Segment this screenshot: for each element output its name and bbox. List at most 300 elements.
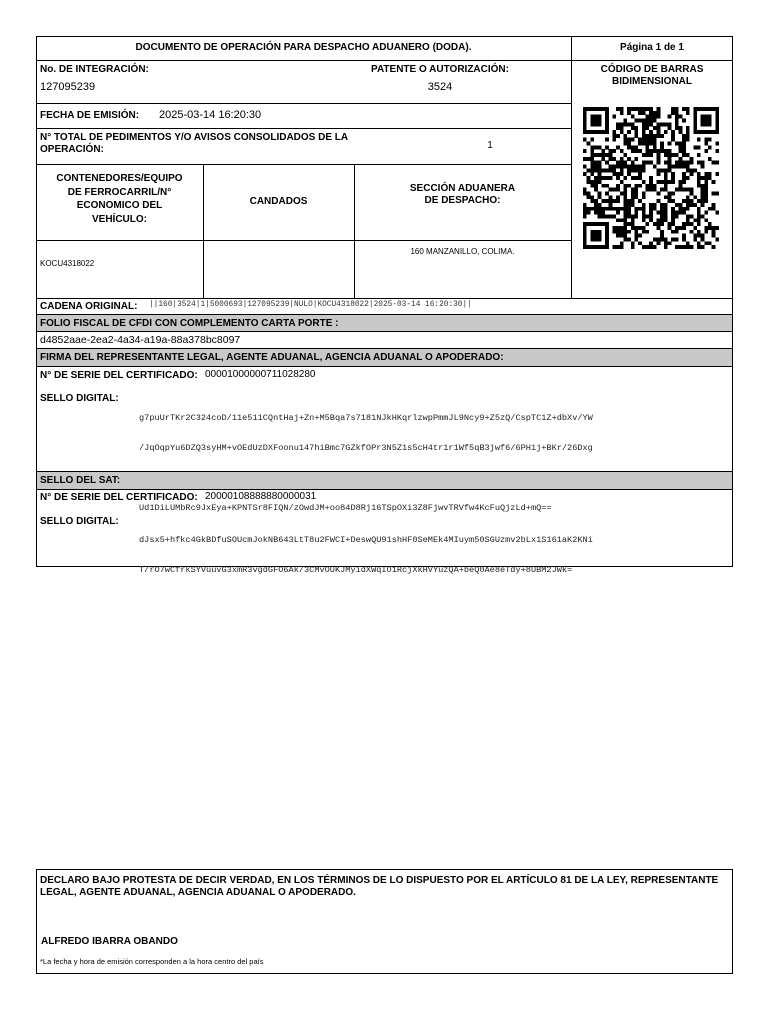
qr-module — [660, 214, 664, 218]
qr-module — [605, 234, 609, 238]
qr-module — [590, 107, 594, 111]
qr-module — [701, 115, 705, 119]
qr-module — [634, 176, 638, 180]
qr-module — [631, 245, 635, 249]
qr-module — [587, 191, 591, 195]
integration-label: No. DE INTEGRACIÓN: — [40, 64, 149, 75]
qr-module — [590, 149, 594, 153]
qr-module — [605, 207, 609, 211]
qr-module — [664, 184, 668, 188]
qr-module — [682, 199, 686, 203]
qr-module — [715, 122, 719, 126]
qr-module — [653, 119, 657, 123]
qr-module — [616, 126, 620, 130]
qr-module — [645, 245, 649, 249]
qr-module — [638, 119, 642, 123]
qr-module — [627, 203, 631, 207]
qr-module — [616, 184, 620, 188]
qr-module — [609, 203, 613, 207]
qr-module — [671, 153, 675, 157]
qr-module — [616, 165, 620, 169]
qr-module — [590, 207, 594, 211]
qr-module — [583, 111, 587, 115]
qr-module — [598, 214, 602, 218]
qr-module — [649, 153, 653, 157]
qr-module — [660, 211, 664, 215]
qr-module — [598, 222, 602, 226]
qr-module — [682, 161, 686, 165]
qr-module — [587, 107, 591, 111]
qr-module — [583, 226, 587, 230]
qr-module — [620, 207, 624, 211]
qr-module — [682, 176, 686, 180]
signer-name: ALFREDO IBARRA OBANDO — [41, 936, 178, 947]
qr-module — [664, 195, 668, 199]
qr-module — [653, 237, 657, 241]
qr-module — [653, 207, 657, 211]
qr-module — [675, 115, 679, 119]
qr-module — [616, 207, 620, 211]
qr-module — [627, 157, 631, 161]
qr-module — [675, 226, 679, 230]
qr-module — [631, 214, 635, 218]
emission-date-value: 2025-03-14 16:20:30 — [159, 109, 262, 121]
qr-module — [664, 149, 668, 153]
qr-module — [701, 214, 705, 218]
qr-module — [620, 126, 624, 130]
qr-module — [668, 195, 672, 199]
qr-module — [642, 138, 646, 142]
total-pedimentos-label: N° TOTAL DE PEDIMENTOS Y/O AVISOS CONSOLIDADOS DE LA OPERACIÓN: — [40, 132, 349, 155]
qr-module — [594, 222, 598, 226]
qr-module — [653, 145, 657, 149]
qr-module — [660, 203, 664, 207]
qr-module — [590, 237, 594, 241]
qr-module — [693, 237, 697, 241]
qr-module — [649, 138, 653, 142]
legal-rep-digital-seal: g7puUrTKr2C324coD/11e511CQntHaj+Zn+M5Bqa7s7181NJkHKqrlzwpPmmJL9Ncy9+Z5zQ/CspTC1Z+dbXv/YW /JqOqpYu6DZQ3syHM+vOEdUzDXFoonu147hiBmc7GZkfOPr3N5Z1s5cH4tr1r1Wf5qB3jwf6/6PH1j+BKr/26Dxg Ud1DiLUMbRc9JxEya+KPNTSr8FIQN/zOwdJM+oo84D8Rj16TSpOXi3Z8FjwvTRVfw4KcFuQjzLd+mQ== — [139, 413, 593, 513]
qr-module — [594, 180, 598, 184]
qr-module — [664, 161, 668, 165]
qr-module — [587, 195, 591, 199]
qr-module — [601, 107, 605, 111]
qr-module — [642, 214, 646, 218]
qr-module — [701, 119, 705, 123]
qr-module — [590, 130, 594, 134]
qr-module — [682, 153, 686, 157]
qr-module — [609, 165, 613, 169]
qr-module — [697, 214, 701, 218]
qr-module — [587, 157, 591, 161]
qr-module — [660, 237, 664, 241]
qr-module — [671, 111, 675, 115]
qr-module — [697, 207, 701, 211]
qr-module — [631, 165, 635, 169]
qr-module — [657, 107, 661, 111]
qr-module — [623, 222, 627, 226]
qr-module — [587, 211, 591, 215]
qr-module — [712, 107, 716, 111]
qr-module — [623, 195, 627, 199]
qr-module — [715, 111, 719, 115]
customs-section-value: 160 MANZANILLO, COLIMA. — [410, 247, 515, 256]
qr-module — [686, 203, 690, 207]
qr-module — [631, 241, 635, 245]
qr-module — [631, 122, 635, 126]
qr-module — [649, 130, 653, 134]
qr-module — [601, 199, 605, 203]
cfdi-folio-value: d4852aae-2ea2-4a34-a19a-88a378bc8097 — [40, 334, 241, 346]
qr-module — [693, 126, 697, 130]
qr-module — [634, 211, 638, 215]
legal-rep-seal-label: SELLO DIGITAL: — [40, 393, 119, 404]
qr-module — [590, 245, 594, 249]
qr-module — [616, 199, 620, 203]
qr-module — [631, 218, 635, 222]
qr-module — [583, 241, 587, 245]
qr-module — [583, 214, 587, 218]
qr-module — [612, 226, 616, 230]
qr-module — [712, 191, 716, 195]
qr-module — [645, 149, 649, 153]
qr-module — [616, 145, 620, 149]
qr-module — [686, 188, 690, 192]
qr-module — [668, 226, 672, 230]
qr-module — [668, 126, 672, 130]
qr-module — [594, 184, 598, 188]
qr-module — [587, 245, 591, 249]
qr-module — [605, 191, 609, 195]
qr-module — [642, 153, 646, 157]
qr-module — [668, 191, 672, 195]
qr-module — [609, 176, 613, 180]
qr-module — [649, 241, 653, 245]
qr-module — [605, 226, 609, 230]
qr-module — [682, 172, 686, 176]
qr-module — [690, 191, 694, 195]
qr-module — [657, 211, 661, 215]
qr-module — [704, 176, 708, 180]
qr-module — [605, 176, 609, 180]
qr-module — [590, 180, 594, 184]
qr-module — [657, 115, 661, 119]
qr-module — [693, 115, 697, 119]
sat-cert-value: 20000108888880000031 — [205, 491, 317, 502]
qr-module — [653, 203, 657, 207]
qr-module — [682, 107, 686, 111]
qr-module — [605, 222, 609, 226]
qr-module — [697, 176, 701, 180]
qr-module — [675, 111, 679, 115]
qr-module — [693, 130, 697, 134]
qr-module — [690, 172, 694, 176]
qr-module — [704, 122, 708, 126]
qr-module — [664, 122, 668, 126]
qr-module — [620, 161, 624, 165]
qr-module — [601, 157, 605, 161]
qr-module — [645, 222, 649, 226]
emission-date-label: FECHA DE EMISIÓN: — [40, 110, 140, 121]
qr-module — [679, 165, 683, 169]
qr-module — [612, 115, 616, 119]
qr-module — [712, 203, 716, 207]
qr-module — [609, 207, 613, 211]
qr-module — [627, 111, 631, 115]
qr-module — [697, 245, 701, 249]
qr-module — [682, 226, 686, 230]
qr-module — [627, 199, 631, 203]
qr-module — [657, 168, 661, 172]
qr-module — [605, 214, 609, 218]
row-divider — [36, 366, 733, 367]
page-number: Página 1 de 1 — [620, 42, 684, 53]
qr-module — [660, 180, 664, 184]
qr-module — [634, 237, 638, 241]
qr-module — [638, 165, 642, 169]
qr-module — [638, 111, 642, 115]
qr-module — [671, 237, 675, 241]
qr-module — [623, 230, 627, 234]
qr-module — [583, 107, 587, 111]
qr-module — [616, 107, 620, 111]
qr-module — [645, 134, 649, 138]
qr-module — [631, 149, 635, 153]
qr-module — [634, 126, 638, 130]
qr-module — [686, 168, 690, 172]
qr-module — [627, 142, 631, 146]
qr-module — [675, 211, 679, 215]
qr-module — [671, 138, 675, 142]
qr-module — [627, 138, 631, 142]
qr-module — [649, 245, 653, 249]
qr-module — [675, 214, 679, 218]
qr-module — [583, 119, 587, 123]
qr-module — [583, 245, 587, 249]
qr-module — [620, 111, 624, 115]
qr-module — [657, 134, 661, 138]
qr-module — [686, 165, 690, 169]
qr-module — [594, 122, 598, 126]
qr-module — [583, 157, 587, 161]
qr-module — [660, 149, 664, 153]
document-title: DOCUMENTO DE OPERACIÓN PARA DESPACHO ADUANERO (DODA). — [135, 42, 472, 53]
qr-module — [601, 184, 605, 188]
qr-module — [594, 188, 598, 192]
qr-module — [679, 180, 683, 184]
qr-module — [660, 188, 664, 192]
qr-module — [612, 168, 616, 172]
qr-module — [638, 172, 642, 176]
qr-module — [664, 130, 668, 134]
qr-module — [638, 142, 642, 146]
qr-module — [693, 119, 697, 123]
qr-module — [664, 172, 668, 176]
qr-module — [583, 115, 587, 119]
qr-module — [616, 188, 620, 192]
qr-module — [649, 134, 653, 138]
qr-module — [623, 138, 627, 142]
qr-module — [627, 165, 631, 169]
qr-module — [675, 107, 679, 111]
qr-module — [690, 157, 694, 161]
qr-module — [587, 207, 591, 211]
qr-module — [623, 134, 627, 138]
qr-module — [679, 145, 683, 149]
qr-module — [642, 191, 646, 195]
qr-module — [590, 168, 594, 172]
qr-module — [708, 222, 712, 226]
qr-module — [697, 218, 701, 222]
qr-module — [653, 165, 657, 169]
qr-module — [620, 230, 624, 234]
qr-module — [715, 237, 719, 241]
qr-module — [642, 245, 646, 249]
qr-module — [686, 195, 690, 199]
qr-module — [715, 119, 719, 123]
qr-module — [653, 142, 657, 146]
qr-module — [590, 222, 594, 226]
qr-module — [697, 172, 701, 176]
qr-module — [649, 180, 653, 184]
qr-module — [634, 165, 638, 169]
container-number: KOCU4318022 — [40, 259, 95, 268]
qr-module — [649, 184, 653, 188]
qr-module — [649, 218, 653, 222]
qr-module — [686, 107, 690, 111]
qr-module — [645, 153, 649, 157]
qr-module — [682, 180, 686, 184]
qr-module — [679, 126, 683, 130]
qr-module — [583, 234, 587, 238]
qr-module — [598, 234, 602, 238]
qr-module — [616, 245, 620, 249]
qr-module — [627, 130, 631, 134]
qr-module — [649, 115, 653, 119]
qr-module — [715, 149, 719, 153]
qr-module — [660, 207, 664, 211]
qr-module — [634, 119, 638, 123]
qr-module — [697, 199, 701, 203]
qr-module — [601, 176, 605, 180]
qr-module — [642, 226, 646, 230]
qr-module — [642, 161, 646, 165]
qr-module — [682, 222, 686, 226]
qr-module — [605, 107, 609, 111]
qr-module — [664, 237, 668, 241]
qr-module — [645, 184, 649, 188]
qr-module — [649, 214, 653, 218]
qr-module — [715, 142, 719, 146]
qr-module — [598, 168, 602, 172]
qr-module — [664, 153, 668, 157]
qr-module — [612, 165, 616, 169]
qr-module — [634, 214, 638, 218]
qr-code-image — [583, 107, 719, 249]
qr-module — [583, 207, 587, 211]
qr-module — [712, 180, 716, 184]
qr-module — [623, 188, 627, 192]
qr-module — [587, 222, 591, 226]
qr-module — [623, 203, 627, 207]
qr-module — [609, 195, 613, 199]
qr-module — [623, 237, 627, 241]
qr-module — [675, 122, 679, 126]
qr-module — [631, 222, 635, 226]
qr-module — [620, 180, 624, 184]
padlocks-label: CANDADOS — [249, 196, 308, 207]
qr-module — [620, 245, 624, 249]
qr-module — [704, 180, 708, 184]
qr-module — [583, 203, 587, 207]
qr-module — [686, 241, 690, 245]
qr-module — [668, 153, 672, 157]
original-chain-label: CADENA ORIGINAL: — [40, 301, 138, 312]
qr-module — [623, 153, 627, 157]
qr-module — [668, 115, 672, 119]
qr-module — [605, 245, 609, 249]
qr-module — [642, 119, 646, 123]
qr-module — [594, 234, 598, 238]
qr-module — [638, 138, 642, 142]
qr-module — [697, 230, 701, 234]
qr-module — [704, 172, 708, 176]
containers-label: CONTENEDORES/EQUIPO DE FERROCARRIL/N° ECONOMICO DEL VEHÍCULO: — [56, 173, 183, 225]
qr-module — [583, 188, 587, 192]
qr-module — [653, 111, 657, 115]
qr-module — [645, 122, 649, 126]
qr-module — [598, 145, 602, 149]
qr-module — [664, 218, 668, 222]
qr-module — [594, 119, 598, 123]
qr-module — [631, 199, 635, 203]
qr-module — [704, 138, 708, 142]
qr-module — [645, 107, 649, 111]
qr-module — [664, 168, 668, 172]
qr-module — [590, 165, 594, 169]
qr-module — [645, 142, 649, 146]
qr-module — [594, 130, 598, 134]
qr-module — [642, 195, 646, 199]
qr-module — [657, 180, 661, 184]
qr-module — [634, 226, 638, 230]
qr-module — [668, 161, 672, 165]
row-divider — [36, 331, 733, 332]
qr-module — [620, 168, 624, 172]
row-divider — [36, 298, 733, 299]
qr-module — [623, 218, 627, 222]
qr-module — [638, 149, 642, 153]
column-divider — [203, 164, 204, 298]
qr-module — [668, 142, 672, 146]
qr-module — [620, 157, 624, 161]
qr-module — [675, 161, 679, 165]
qr-module — [634, 130, 638, 134]
qr-module — [634, 207, 638, 211]
qr-module — [697, 211, 701, 215]
qr-module — [594, 203, 598, 207]
qr-module — [704, 195, 708, 199]
qr-module — [701, 191, 705, 195]
qr-module — [583, 122, 587, 126]
qr-module — [701, 122, 705, 126]
qr-module — [682, 245, 686, 249]
customs-section-label: SECCIÓN ADUANERA DE DESPACHO: — [409, 183, 516, 206]
qr-module — [642, 180, 646, 184]
qr-module — [697, 184, 701, 188]
qr-module — [638, 107, 642, 111]
qr-module — [594, 153, 598, 157]
qr-module — [594, 165, 598, 169]
